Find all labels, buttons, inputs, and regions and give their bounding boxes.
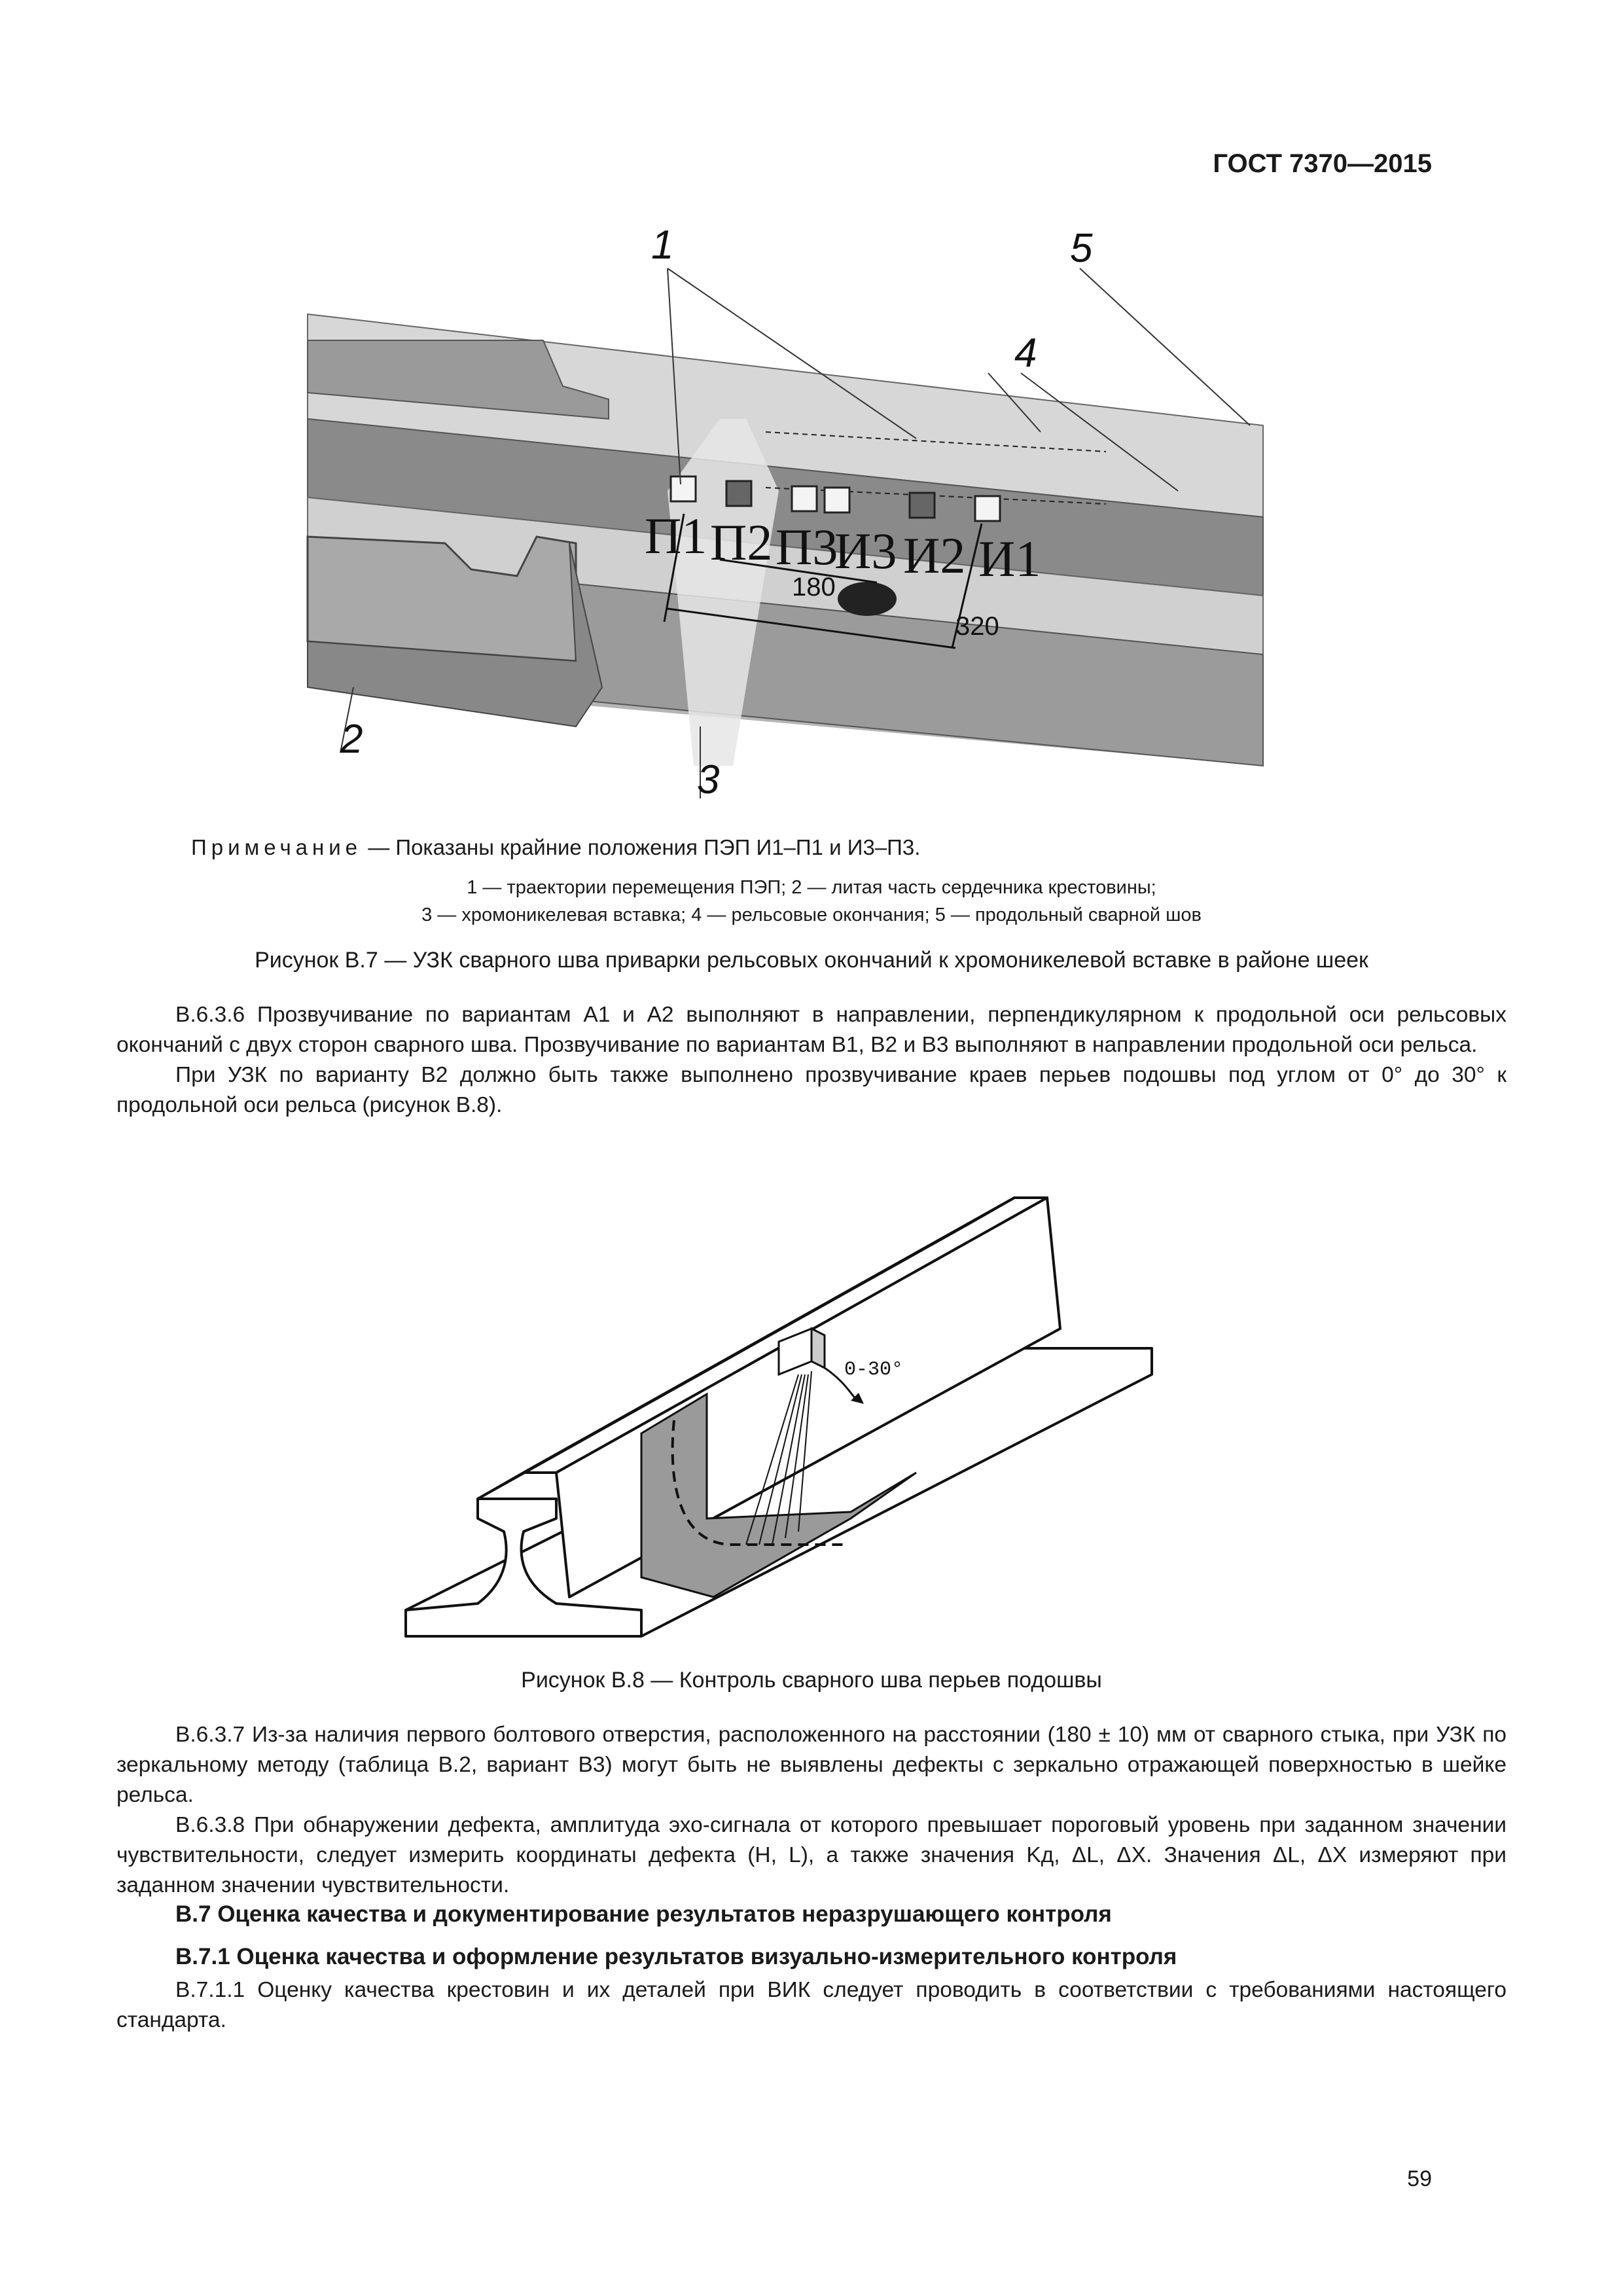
paragraphs-section-1 xyxy=(116,1000,1507,1121)
note-prefix: Примечание xyxy=(191,835,363,859)
figure-legend-line2: 3 — хромоникелевая вставка; 4 — рельсовые окончания; 5 — продольный сварной шов xyxy=(421,905,1202,925)
paragraph-b2-note: При УЗК по варианту В2 должно быть также выполнено прозвучивание краев перьев подошвы под углом от 0° до 30° к продольной оси рельса (рисунок В.8). xyxy=(116,1063,1507,1117)
paragraph-b636: В.6.3.6 Прозвучивание по вариантам А1 и А2 выполняют в направлении, перпендикулярном к продольной оси рельсовых окончаний с двух сторон сварного шва. Прозвучивание по вариантам В1, В2 и В3 выполняют в направлении продольной оси рельса. xyxy=(116,1003,1507,1057)
probe-i2-icon xyxy=(910,493,935,518)
probe-label-i3: И3 xyxy=(834,522,897,579)
figure-b8-caption: Рисунок В.8 — Контроль сварного шва перьев подошвы xyxy=(521,1668,1102,1693)
paragraph-b637: В.6.3.7 Из-за наличия первого болтового отверстия, расположенного на расстоянии (180 ± 10) мм от сварного стыка, при УЗК по зеркальному методу (таблица В.2, вариант В3) могут быть не выявлены дефекты с зеркально отражающей поверхностью в шейке рельса. xyxy=(116,1723,1507,1807)
document-header: ГОСТ 7370—2015 xyxy=(1213,149,1432,178)
bolt-hole xyxy=(838,582,897,616)
figure-b7-drawing xyxy=(301,229,1270,805)
callout-1: 1 xyxy=(651,229,674,268)
note-text: — Показаны крайние положения ПЭП И1–П1 и И3–П3. xyxy=(368,835,921,859)
callout-5: 5 xyxy=(1070,229,1093,271)
callout-3: 3 xyxy=(697,757,720,802)
probe-i3-icon xyxy=(792,486,817,511)
dimension-320: 320 xyxy=(955,612,999,641)
figure-note xyxy=(191,835,920,860)
dimension-180: 180 xyxy=(792,573,836,601)
angle-label: 0-30° xyxy=(844,1359,904,1381)
callout-2: 2 xyxy=(340,717,363,762)
section-b7-heading: В.7 Оценка качества и документирование результатов неразрушающего контроля xyxy=(175,1901,1112,1927)
probe-label-p3: П3 xyxy=(776,518,838,575)
paragraphs-section-3 xyxy=(116,1975,1507,2036)
paragraphs-section-2 xyxy=(116,1720,1507,1901)
probe-i1-icon xyxy=(975,496,1000,521)
callout-4: 4 xyxy=(1014,331,1037,376)
paragraph-b638: В.6.3.8 При обнаружении дефекта, амплитуда эхо-сигнала от которого превышает пороговый уровень при заданном значении чувствительности, следует измерить координаты дефекта (H, L), а также значения Kд, ΔL, ΔX. Значения ΔL, ΔX измеряют при заданном значении чувствительности. xyxy=(116,1813,1507,1897)
probe-label-i2: И2 xyxy=(903,527,966,584)
probe-label-p2: П2 xyxy=(710,514,773,571)
figure-b8-drawing xyxy=(393,1178,1296,1662)
paragraph-b7111: В.7.1.1 Оценку качества крестовин и их деталей при ВИК следует проводить в соответствии с требованиями настоящего стандарта. xyxy=(116,1978,1507,2032)
probe-label-i1: И1 xyxy=(978,530,1041,587)
probe-p3-icon xyxy=(825,488,849,512)
probe-p2-icon xyxy=(726,481,751,506)
figure-b7-caption: Рисунок В.7 — УЗК сварного шва приварки рельсовых окончаний к хромоникелевой вставке в районе шеек xyxy=(255,948,1368,973)
figure-legend-line1: 1 — траектории перемещения ПЭП; 2 — литая часть сердечника крестовины; xyxy=(467,877,1156,898)
probe-p1-icon xyxy=(671,476,696,501)
page-number: 59 xyxy=(1407,2166,1432,2191)
section-b71-heading: В.7.1 Оценка качества и оформление результатов визуально-измерительного контроля xyxy=(175,1944,1177,1969)
probe-label-p1: П1 xyxy=(645,507,707,564)
